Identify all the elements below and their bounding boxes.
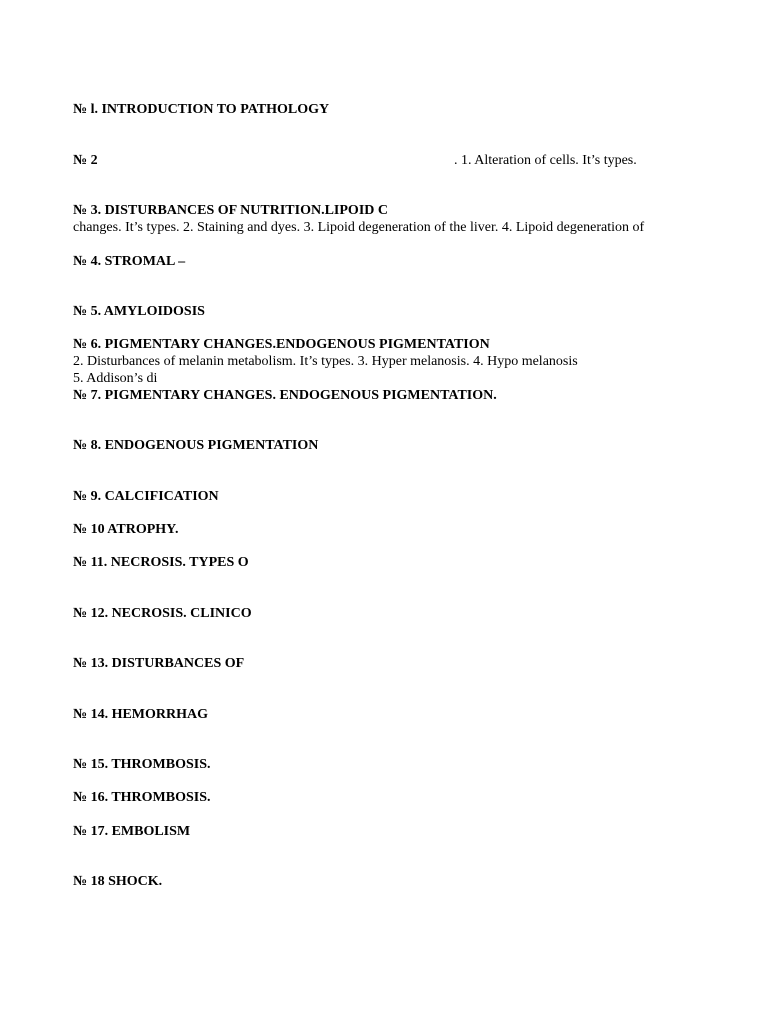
heading-10: № 10 ATROPHY. [73, 522, 179, 537]
heading-15: № 15. THROMBOSIS. [73, 757, 211, 772]
heading-4: № 4. STROMAL – [73, 254, 186, 269]
heading-6: № 6. PIGMENTARY CHANGES.ENDOGENOUS PIGMENTATION [73, 337, 490, 352]
heading-11: № 11. NECROSIS. TYPES O [73, 555, 249, 570]
heading-3-body: changes. It’s types. 2. Staining and dyes. 3. Lipoid degeneration of the liver. 4. Lipoid degeneration of [73, 220, 645, 235]
heading-9: № 9. CALCIFICATION [73, 489, 219, 504]
heading-6-body-2: 5. Addison’s di [73, 371, 158, 386]
heading-14: № 14. HEMORRHAG [73, 707, 209, 722]
heading-2-tail: . 1. Alteration of cells. It’s types. [454, 153, 637, 168]
heading-3: № 3. DISTURBANCES OF NUTRITION.LIPOID C [73, 203, 388, 218]
heading-18: № 18 SHOCK. [73, 874, 163, 889]
heading-6-body-1: 2. Disturbances of melanin metabolism. It’s types. 3. Hyper melanosis. 4. Hypo melanosis [73, 354, 578, 369]
heading-5: № 5. AMYLOIDOSIS [73, 304, 205, 319]
heading-12: № 12. NECROSIS. CLINICO [73, 606, 252, 621]
heading-8: № 8. ENDOGENOUS PIGMENTATION [73, 438, 319, 453]
heading-7: № 7. PIGMENTARY CHANGES. ENDOGENOUS PIGMENTATION. [73, 388, 497, 403]
heading-17: № 17. EMBOLISM [73, 824, 191, 839]
heading-13: № 13. DISTURBANCES OF [73, 656, 245, 671]
heading-1: № l. INTRODUCTION TO PATHOLOGY [73, 102, 330, 117]
heading-2: № 2 [73, 153, 98, 168]
heading-16: № 16. THROMBOSIS. [73, 790, 211, 805]
